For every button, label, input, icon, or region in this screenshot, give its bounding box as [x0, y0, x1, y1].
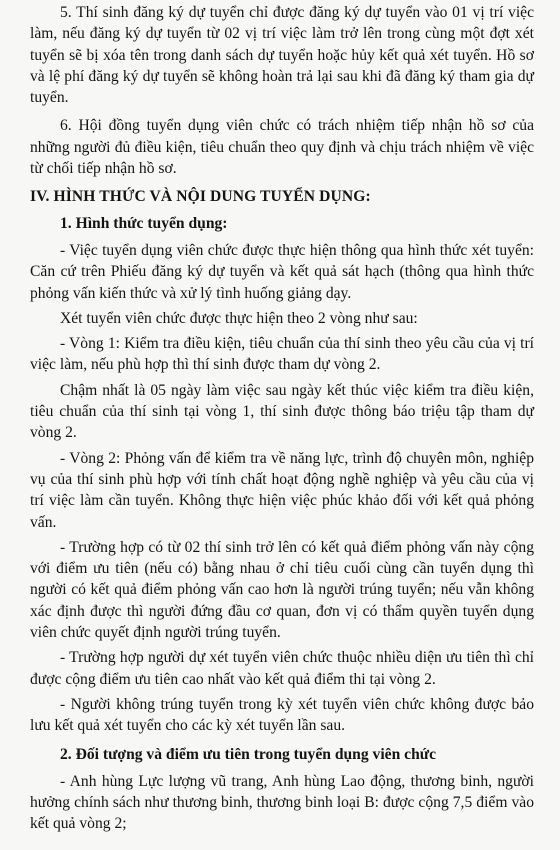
paragraph-round-1: - Vòng 1: Kiểm tra điều kiện, tiêu chuẩn của thí sinh theo yêu cầu của vị trí việc làm, nếu phù hợp thì thí sinh được tham dự vòng 2.: [30, 335, 534, 374]
section-heading-iv: IV. HÌNH THỨC VÀ NỘI DUNG TUYỂN DỤNG:: [30, 188, 371, 206]
paragraph-item-5: 5. Thí sinh đăng ký dự tuyển chỉ được đăng ký dự tuyển vào 01 vị trí việc làm, nếu đăng ký dự tuyển từ 02 vị trí việc làm trở lên trong cùng một đợt xét tuyển sẽ bị xóa tên trong danh sách dự tuyển hoặc hủy kết quả xét tuyển. Hồ sơ và lệ phí đăng ký dự tuyển sẽ không hoàn trả lại sau khi đã đăng ký tham gia dự tuyển.: [30, 4, 534, 107]
paragraph-xet-tuyen-method: - Việc tuyển dụng viên chức được thực hiện thông qua hình thức xét tuyển: Căn cứ trên Phiếu đăng ký dự tuyển và kết quả sát hạch (thông qua hình thức phỏng vấn kiến thức và xử lý tình huống giảng dạy.: [30, 241, 534, 302]
subheading-doi-tuong-uu-tien: 2. Đối tượng và điểm ưu tiên trong tuyển dụng viên chức: [60, 745, 437, 763]
paragraph-round-2: - Vòng 2: Phỏng vấn để kiểm tra về năng lực, trình độ chuyên môn, nghiệp vụ của thí sinh phù hợp với tính chất hoạt động nghề nghiệp và yêu cầu của vị trí việc làm cần tuyển. Không thực hiện việc phúc khảo đối với kết quả phỏng vấn.: [30, 449, 534, 531]
subheading-hinh-thuc: 1. Hình thức tuyển dụng:: [60, 214, 228, 232]
paragraph-multiple-priority: - Trường hợp người dự xét tuyển viên chức thuộc nhiều diện ưu tiên thì chỉ được cộng điểm ưu tiên cao nhất vào kết quả điểm thi tại vòng 2.: [30, 649, 534, 688]
paragraph-tie-break: - Trường hợp có từ 02 thí sinh trở lên có kết quả điểm phỏng vấn này cộng với điểm ưu tiên (nếu có) bằng nhau ở chỉ tiêu cuối cùng cần tuyển dụng thì người có kết quả điểm phỏng vấn cao hơn là người trúng tuyển; nếu vẫn không xác định được thì người đứng đầu cơ quan, đơn vị có thẩm quyền tuyển dụng viên chức quyết định người trúng tuyển.: [30, 538, 534, 642]
paragraph-item-6: 6. Hội đồng tuyển dụng viên chức có trách nhiệm tiếp nhận hồ sơ của những người đủ điều kiện, tiêu chuẩn theo quy định và chịu trách nhiệm về việc từ chối tiếp nhận hồ sơ.: [30, 117, 534, 178]
paragraph-priority-heroes: - Anh hùng Lực lượng vũ trang, Anh hùng Lao động, thương binh, người hưởng chính sách như thương binh, thương binh loại B: được cộng 7,5 điểm vào kết quả vòng 2;: [30, 772, 534, 833]
paragraph-two-rounds: Xét tuyển viên chức được thực hiện theo 2 vòng như sau:: [60, 309, 418, 327]
paragraph-no-reserve: - Người không trúng tuyển trong kỳ xét tuyển viên chức không được bảo lưu kết quả xét tuyển cho các kỳ xét tuyển lần sau.: [30, 695, 534, 735]
paragraph-round-1-notice: Chậm nhất là 05 ngày làm việc sau ngày kết thúc việc kiểm tra điều kiện, tiêu chuẩn của thí sinh tại vòng 1, thí sinh được thông báo triệu tập tham dự vòng 2.: [30, 381, 534, 442]
